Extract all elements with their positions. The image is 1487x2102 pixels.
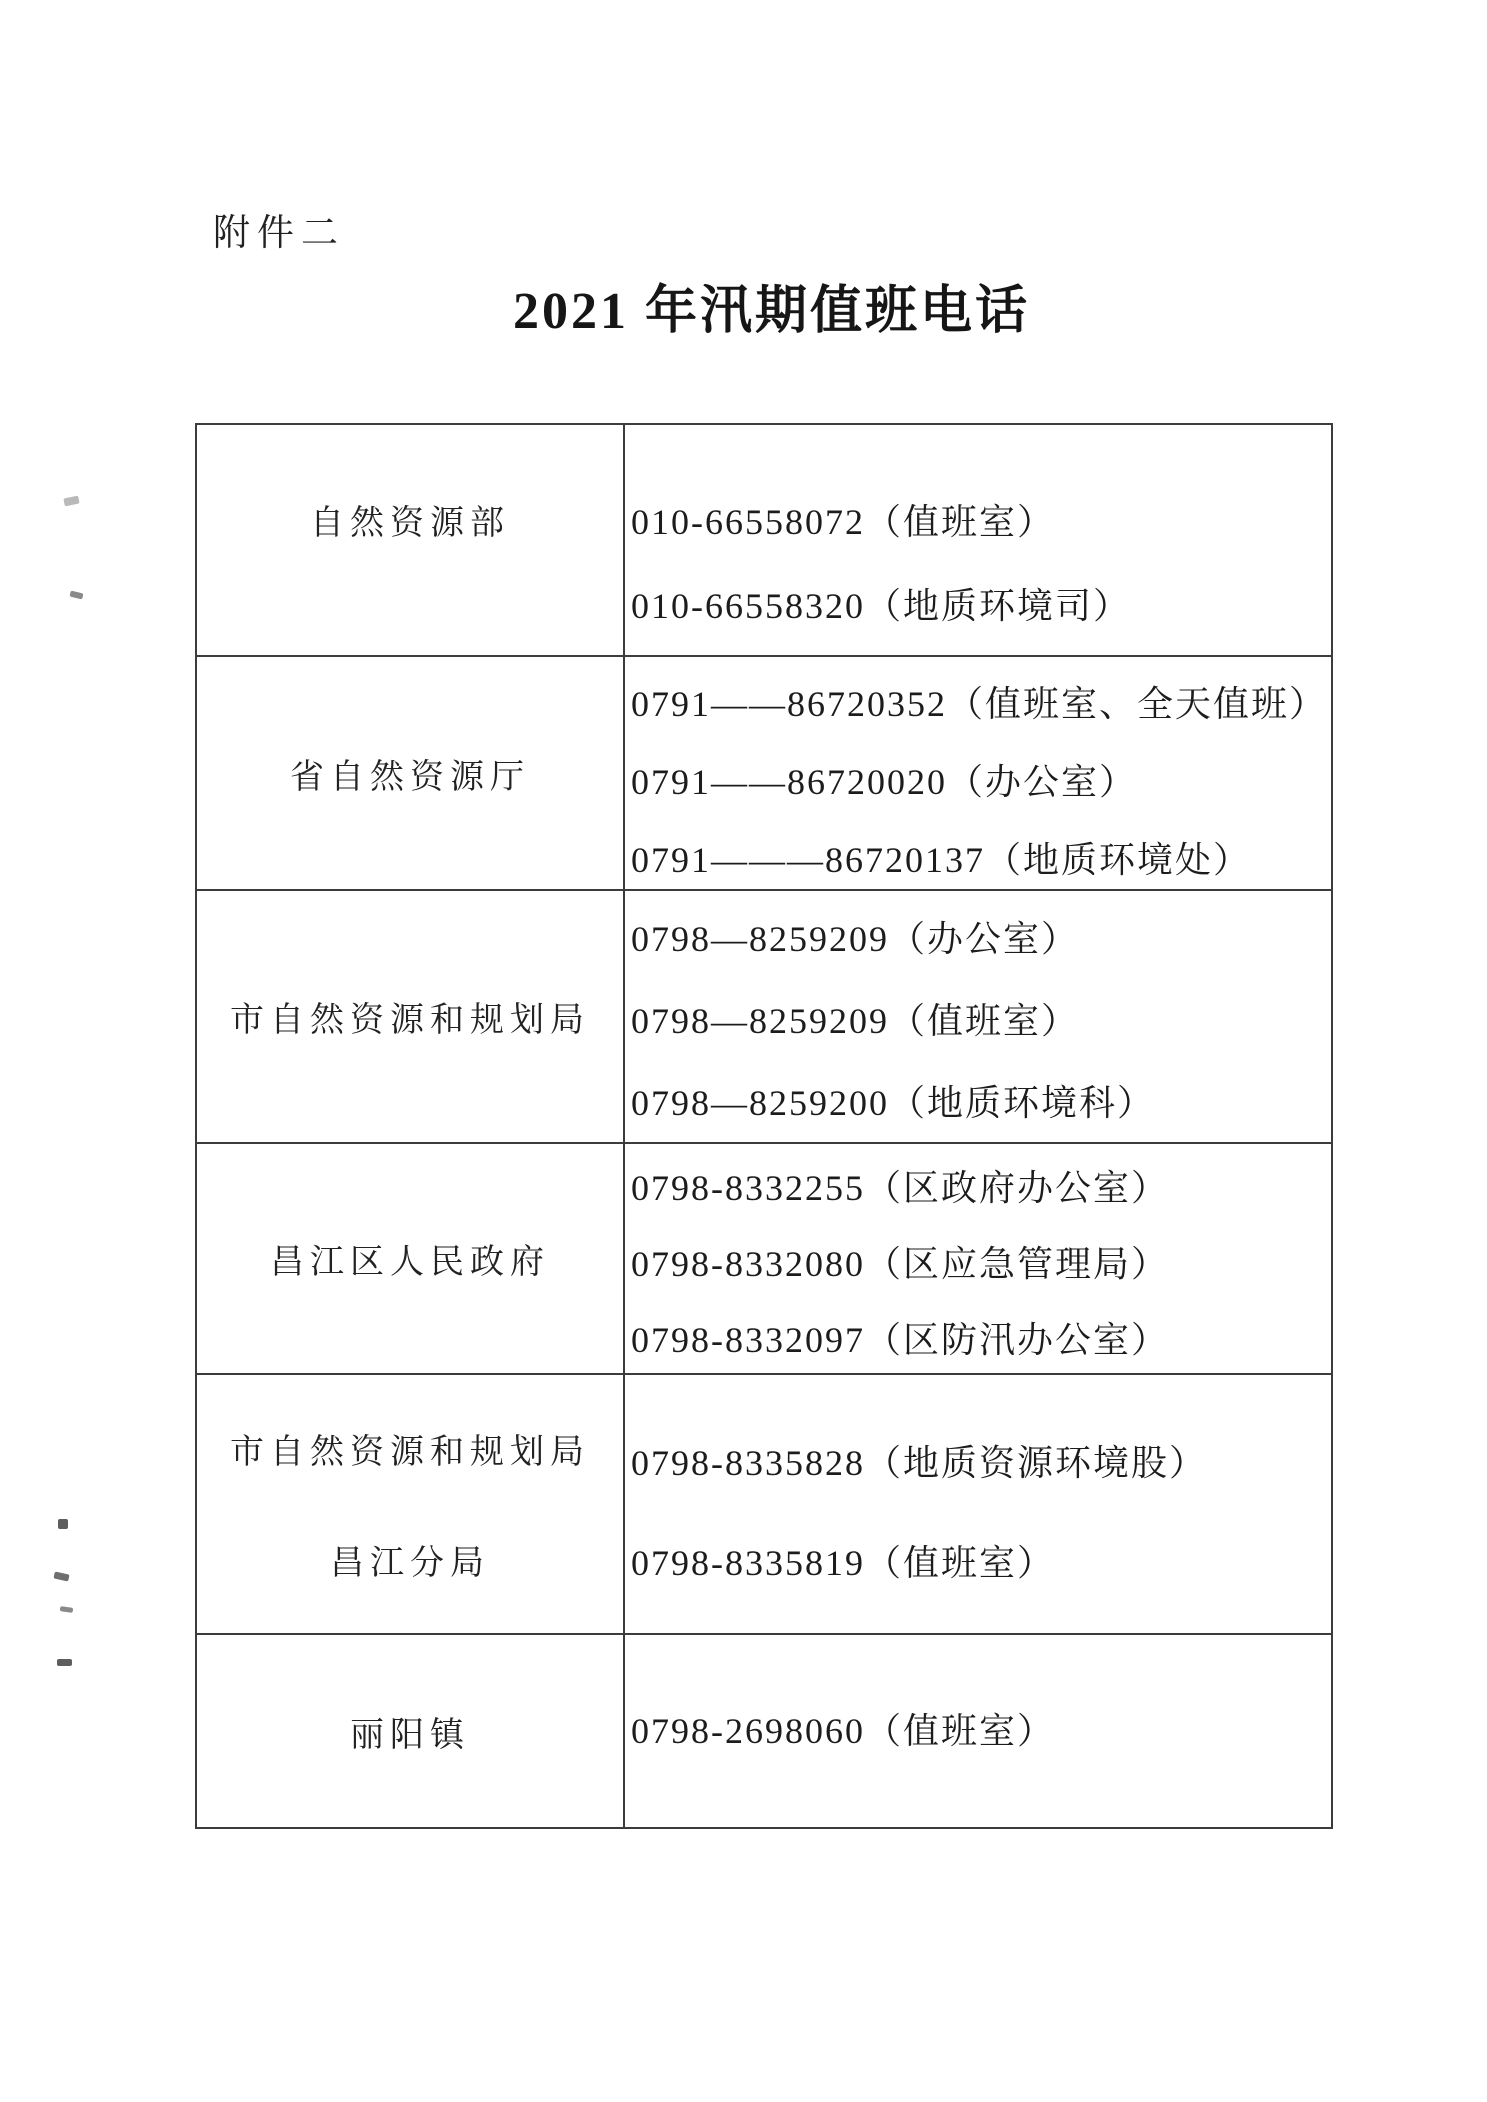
phone-entry: 0791——86720020（办公室） [631,762,1138,802]
org-cell [197,425,625,655]
table-row [197,425,1331,657]
org-name: 丽阳镇 [350,1716,470,1754]
page-title: 2021 年汛期值班电话 [512,283,1030,340]
scan-artifact [53,1572,69,1582]
phone-entry: 0798—8259200（地质环境科） [631,1082,1156,1123]
org-cell [197,657,625,889]
scan-artifact [63,496,79,507]
phone-entry: 0798-8332255（区政府办公室） [631,1167,1169,1208]
org-name: 市自然资源和规划局 [230,1434,590,1471]
org-cell [197,891,625,1142]
duty-phone-table [195,423,1333,1829]
phone-entry: 010-66558320（地质环境司） [631,586,1131,626]
phone-entry: 0791———86720137（地质环境处） [631,840,1252,880]
table-row [197,657,1331,891]
phone-entry: 0798-8335819（值班室） [631,1543,1055,1583]
phone-entry: 010-66558072（值班室） [631,502,1055,542]
scan-artifact [58,1519,68,1529]
phones-cell [625,657,1331,889]
attachment-label: 附件二 [213,213,345,254]
table-row [197,1375,1331,1635]
phones-cell [625,1144,1331,1373]
org-cell [197,1635,625,1827]
phone-entry: 0798-8332080（区应急管理局） [631,1243,1169,1284]
org-name: 昌江分局 [330,1545,490,1582]
org-name: 自然资源部 [310,504,510,542]
phone-entry: 0791——86720352（值班室、全天值班） [631,684,1328,724]
phone-entry: 0798-8332097（区防汛办公室） [631,1319,1169,1360]
phones-cell [625,1635,1331,1827]
phone-entry: 0798-8335828（地质资源环境股） [631,1443,1207,1483]
table-row [197,1635,1331,1827]
phone-entry: 0798—8259209（值班室） [631,1000,1080,1041]
scan-artifact [69,591,83,600]
table-row [197,891,1331,1144]
phone-entry: 0798-2698060（值班室） [631,1711,1055,1751]
org-cell [197,1144,625,1373]
phones-cell [625,1375,1331,1633]
scan-artifact [57,1659,72,1666]
phone-entry: 0798—8259209（办公室） [631,918,1080,959]
phones-cell [625,891,1331,1142]
phones-cell [625,425,1331,655]
org-name: 昌江区人民政府 [270,1244,550,1281]
org-name: 市自然资源和规划局 [230,1002,590,1039]
table-row [197,1144,1331,1375]
scan-artifact [60,1606,74,1613]
org-name: 省自然资源厅 [290,758,530,796]
org-cell [197,1375,625,1633]
